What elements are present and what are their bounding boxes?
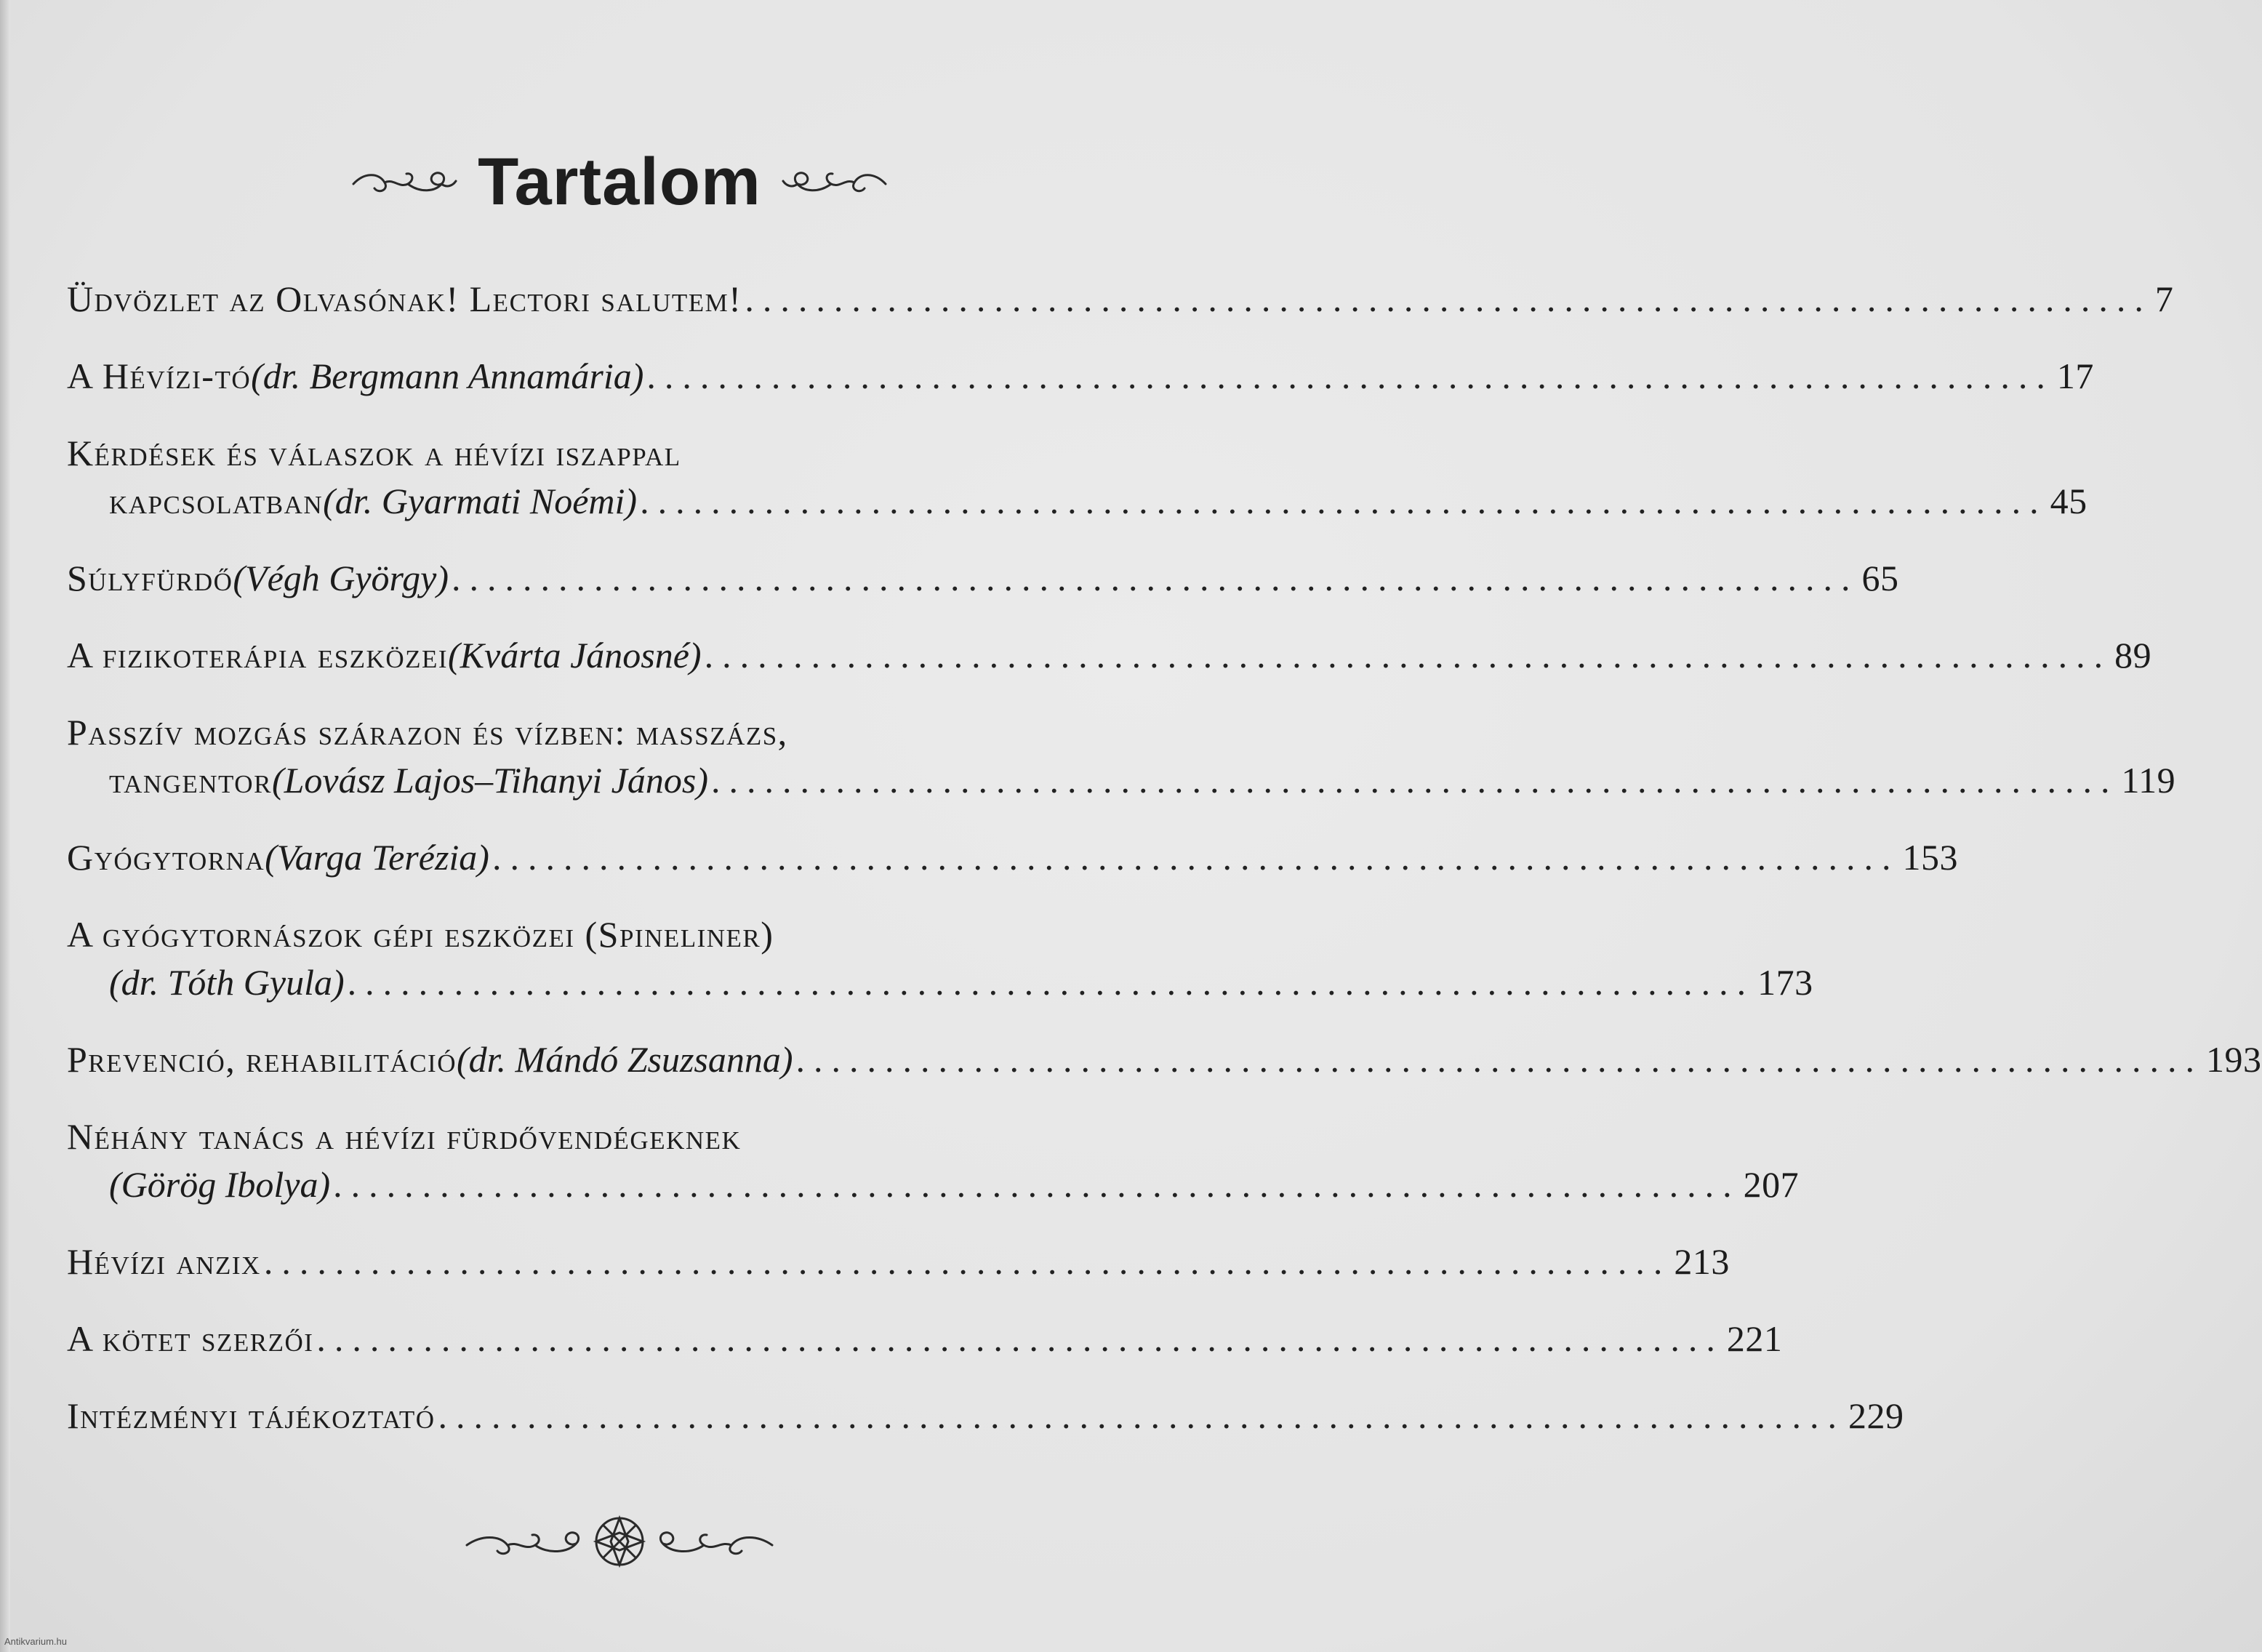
dot-leader: ............................................................................... [452,558,1859,598]
page-number: 45 [2050,481,2087,521]
toc-entry [67,1392,1904,1440]
entry-title: A kötet szerzői [67,1318,314,1359]
toc-entry [67,708,2176,804]
toc-entry [67,833,1958,881]
toc-entry [67,429,2087,525]
floral-vignette-icon [460,1509,779,1574]
page-number: 173 [1757,962,1813,1003]
flourish-ornament-icon [780,156,889,207]
toc-entry [67,554,1899,602]
title-row [0,142,1239,222]
entry-title: Prevenció, rehabilitáció [67,1039,457,1080]
dot-leader: ............................................................................... [795,1039,2204,1080]
entry-author: (dr. Mándó Zsuzsanna) [456,1039,793,1080]
entry-title-continued: tangentor [109,760,272,801]
page-number: 89 [2114,635,2152,675]
entry-title: A Hévízi-tó [67,356,252,396]
page-edge [0,0,10,1652]
entry-author: (dr. Bergmann Annamária) [251,356,644,396]
page-title: Tartalom [478,145,761,219]
entry-author: (dr. Gyarmati Noémi) [323,481,638,521]
toc-entry [67,1112,1800,1208]
entry-title: Súlyfürdő [67,558,233,598]
dot-leader: ............................................................................... [438,1395,1845,1436]
watermark: Antikvarium.hu [4,1636,67,1647]
dot-leader: ............................................................................... [640,481,2048,521]
toc-entry [67,1238,1730,1286]
toc-entry [67,631,2152,679]
page-number: 229 [1848,1395,1904,1436]
dot-leader: ............................................................................... [316,1318,1724,1359]
dot-leader: ............................................................................... [492,837,1900,878]
toc-entry [67,910,1813,1006]
dot-leader: ............................................................................... [263,1241,1672,1282]
page-number: 119 [2121,760,2176,801]
entry-title: Gyógytorna [67,837,265,878]
entry-title-continued: kapcsolatban [109,481,324,521]
bottom-ornament [0,1509,1239,1574]
page-number: 221 [1726,1318,1783,1359]
table-of-contents [67,275,2262,1469]
dot-leader: ............................................................................... [646,356,2054,396]
page-number: 153 [1902,837,1958,878]
dot-leader: ............................................................................... [347,962,1755,1003]
page-number: 7 [2154,278,2174,319]
entry-author: (Varga Terézia) [265,837,489,878]
entry-title: Intézményi tájékoztató [67,1395,436,1436]
entry-author: (dr. Tóth Gyula) [109,962,345,1003]
page-number: 207 [1743,1164,1800,1205]
entry-author: (Kvárta Jánosné) [448,635,702,675]
page-number: 17 [2056,356,2094,396]
page-number: 65 [1861,558,1899,598]
entry-title: Üdvözlet az Olvasónak! Lectori salutem! [67,278,742,319]
entry-title: Passzív mozgás szárazon és vízben: masszázs, [67,712,788,753]
entry-author: (Görög Ibolya) [109,1164,331,1205]
dot-leader: ............................................................................... [333,1164,1741,1205]
toc-entry [67,275,2174,323]
toc-entry [67,352,2094,400]
dot-leader: ............................................................................... [704,635,2112,675]
entry-title: Néhány tanács a hévízi fürdővendégeknek [67,1116,742,1157]
toc-entry [67,1315,1783,1363]
dot-leader: ............................................................................... [745,278,2152,319]
flourish-ornament-icon [350,156,459,207]
dot-leader: ............................................................................... [711,760,2119,801]
entry-author: (Végh György) [233,558,449,598]
page-number: 213 [1674,1241,1730,1282]
entry-author: (Lovász Lajos–Tihanyi János) [271,760,708,801]
entry-title: Hévízi anzix [67,1241,261,1282]
entry-title: Kérdések és válaszok a hévízi iszappal [67,433,681,473]
page-number: 193 [2206,1039,2262,1080]
entry-title: A gyógytornászok gépi eszközei (Spineliner) [67,914,774,955]
toc-entry [67,1035,2262,1083]
entry-title: A fizikoterápia eszközei [67,635,449,675]
